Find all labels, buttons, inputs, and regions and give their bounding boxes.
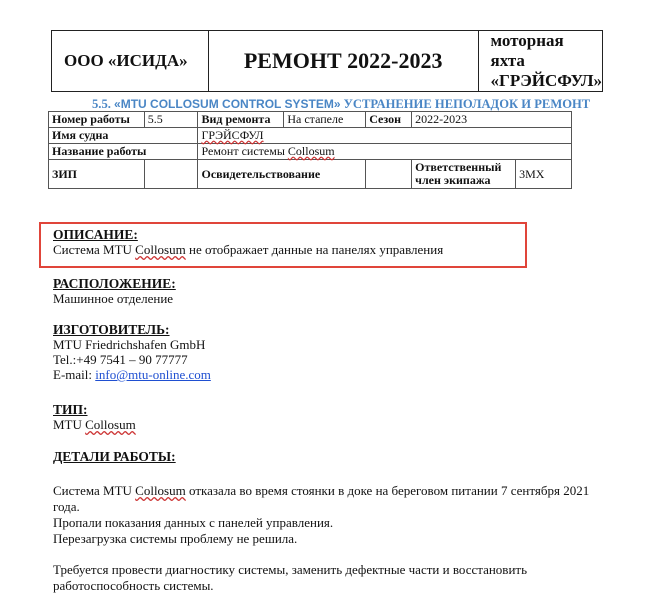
spares-label: ЗИП [49,160,145,189]
location-text: Машинное отделение [53,291,174,306]
responsible-value: 3МХ [516,160,572,189]
spares-value [144,160,198,189]
document-title: РЕМОНТ 2022-2023 [208,31,478,92]
manufacturer-tel: Tel.:+49 7541 – 90 77777 [53,352,188,367]
type-heading: ТИП: [53,402,88,417]
description-text-word: Collosum [135,242,186,257]
vessel-name-value [198,128,572,144]
details-heading: ДЕТАЛИ РАБОТЫ: [53,449,176,464]
details-line-1 [53,483,643,499]
repair-type-value: На стапеле [284,112,366,128]
details-line-6: работоспособность системы. [53,578,214,593]
description-text [53,242,443,257]
type-section [53,402,136,432]
season-label: Сезон [366,112,412,128]
responsible-label: Ответственный член экипажа [412,160,516,189]
work-number-value: 5.5 [144,112,198,128]
section-title-rest: УСТРАНЕНИЕ НЕПОЛАДОК И РЕМОНТ [343,97,591,111]
details-line-2: года. [53,499,80,514]
details-line-3: Пропали показания данных с панелей управления. [53,515,334,530]
work-name-value [198,144,572,160]
location-section [53,276,176,306]
description-heading: ОПИСАНИЕ: [53,227,138,242]
description-text-a: Система MTU [53,242,132,257]
details-heading-block [53,449,176,464]
section-title [92,97,590,112]
manufacturer-section [53,322,211,382]
manufacturer-name: MTU Friedrichshafen GmbH [53,337,206,352]
description-text-b: не отображает данные на панелях управления [188,242,444,257]
vessel-name-label: Имя судна [49,128,198,144]
email-label: E-mail: [53,367,92,382]
survey-value [366,160,412,189]
type-text-a: MTU [53,417,82,432]
work-number-label: Номер работы [49,112,145,128]
type-text-word: Collosum [85,417,136,432]
season-value: 2022-2023 [412,112,572,128]
details-p1-word: Collosum [135,483,186,498]
survey-label: Освидетельствование [198,160,366,189]
vessel-title [478,31,602,92]
work-name-prefix: Ремонт системы [201,144,285,158]
details-paragraph-1 [53,483,643,547]
description-section [53,227,443,257]
type-text [53,417,136,432]
details-paragraph-2 [53,562,643,594]
manufacturer-email-line [53,367,211,382]
vessel-name-text: ГРЭЙСФУЛ [201,128,264,142]
work-name-label: Название работы [49,144,198,160]
section-number: 5.5. [92,97,111,111]
details-p1-a: Система MTU [53,483,132,498]
details-line-5: Требуется провести диагностику системы, заменить дефектные части и восстановить [53,562,528,577]
manufacturer-heading: ИЗГОТОВИТЕЛЬ: [53,322,170,337]
repair-type-label: Вид ремонта [198,112,284,128]
email-link[interactable]: info@mtu-online.com [95,367,211,382]
vessel-line-1: моторная яхта [490,31,564,70]
vessel-line-2: «ГРЭЙСФУЛ» [490,71,602,90]
details-p1-b: отказала во время стоянки в доке на береговом питании 7 сентября 2021 [188,483,590,498]
work-name-word: Collosum [287,144,335,158]
document-header [51,30,603,92]
details-line-4: Перезагрузка системы проблему не решила. [53,531,298,546]
location-heading: РАСПОЛОЖЕНИЕ: [53,276,176,291]
company-name: ООО «ИСИДА» [52,31,209,92]
work-info-table [48,111,572,189]
section-system-name: «MTU COLLOSUM CONTROL SYSTEM» [114,97,341,111]
